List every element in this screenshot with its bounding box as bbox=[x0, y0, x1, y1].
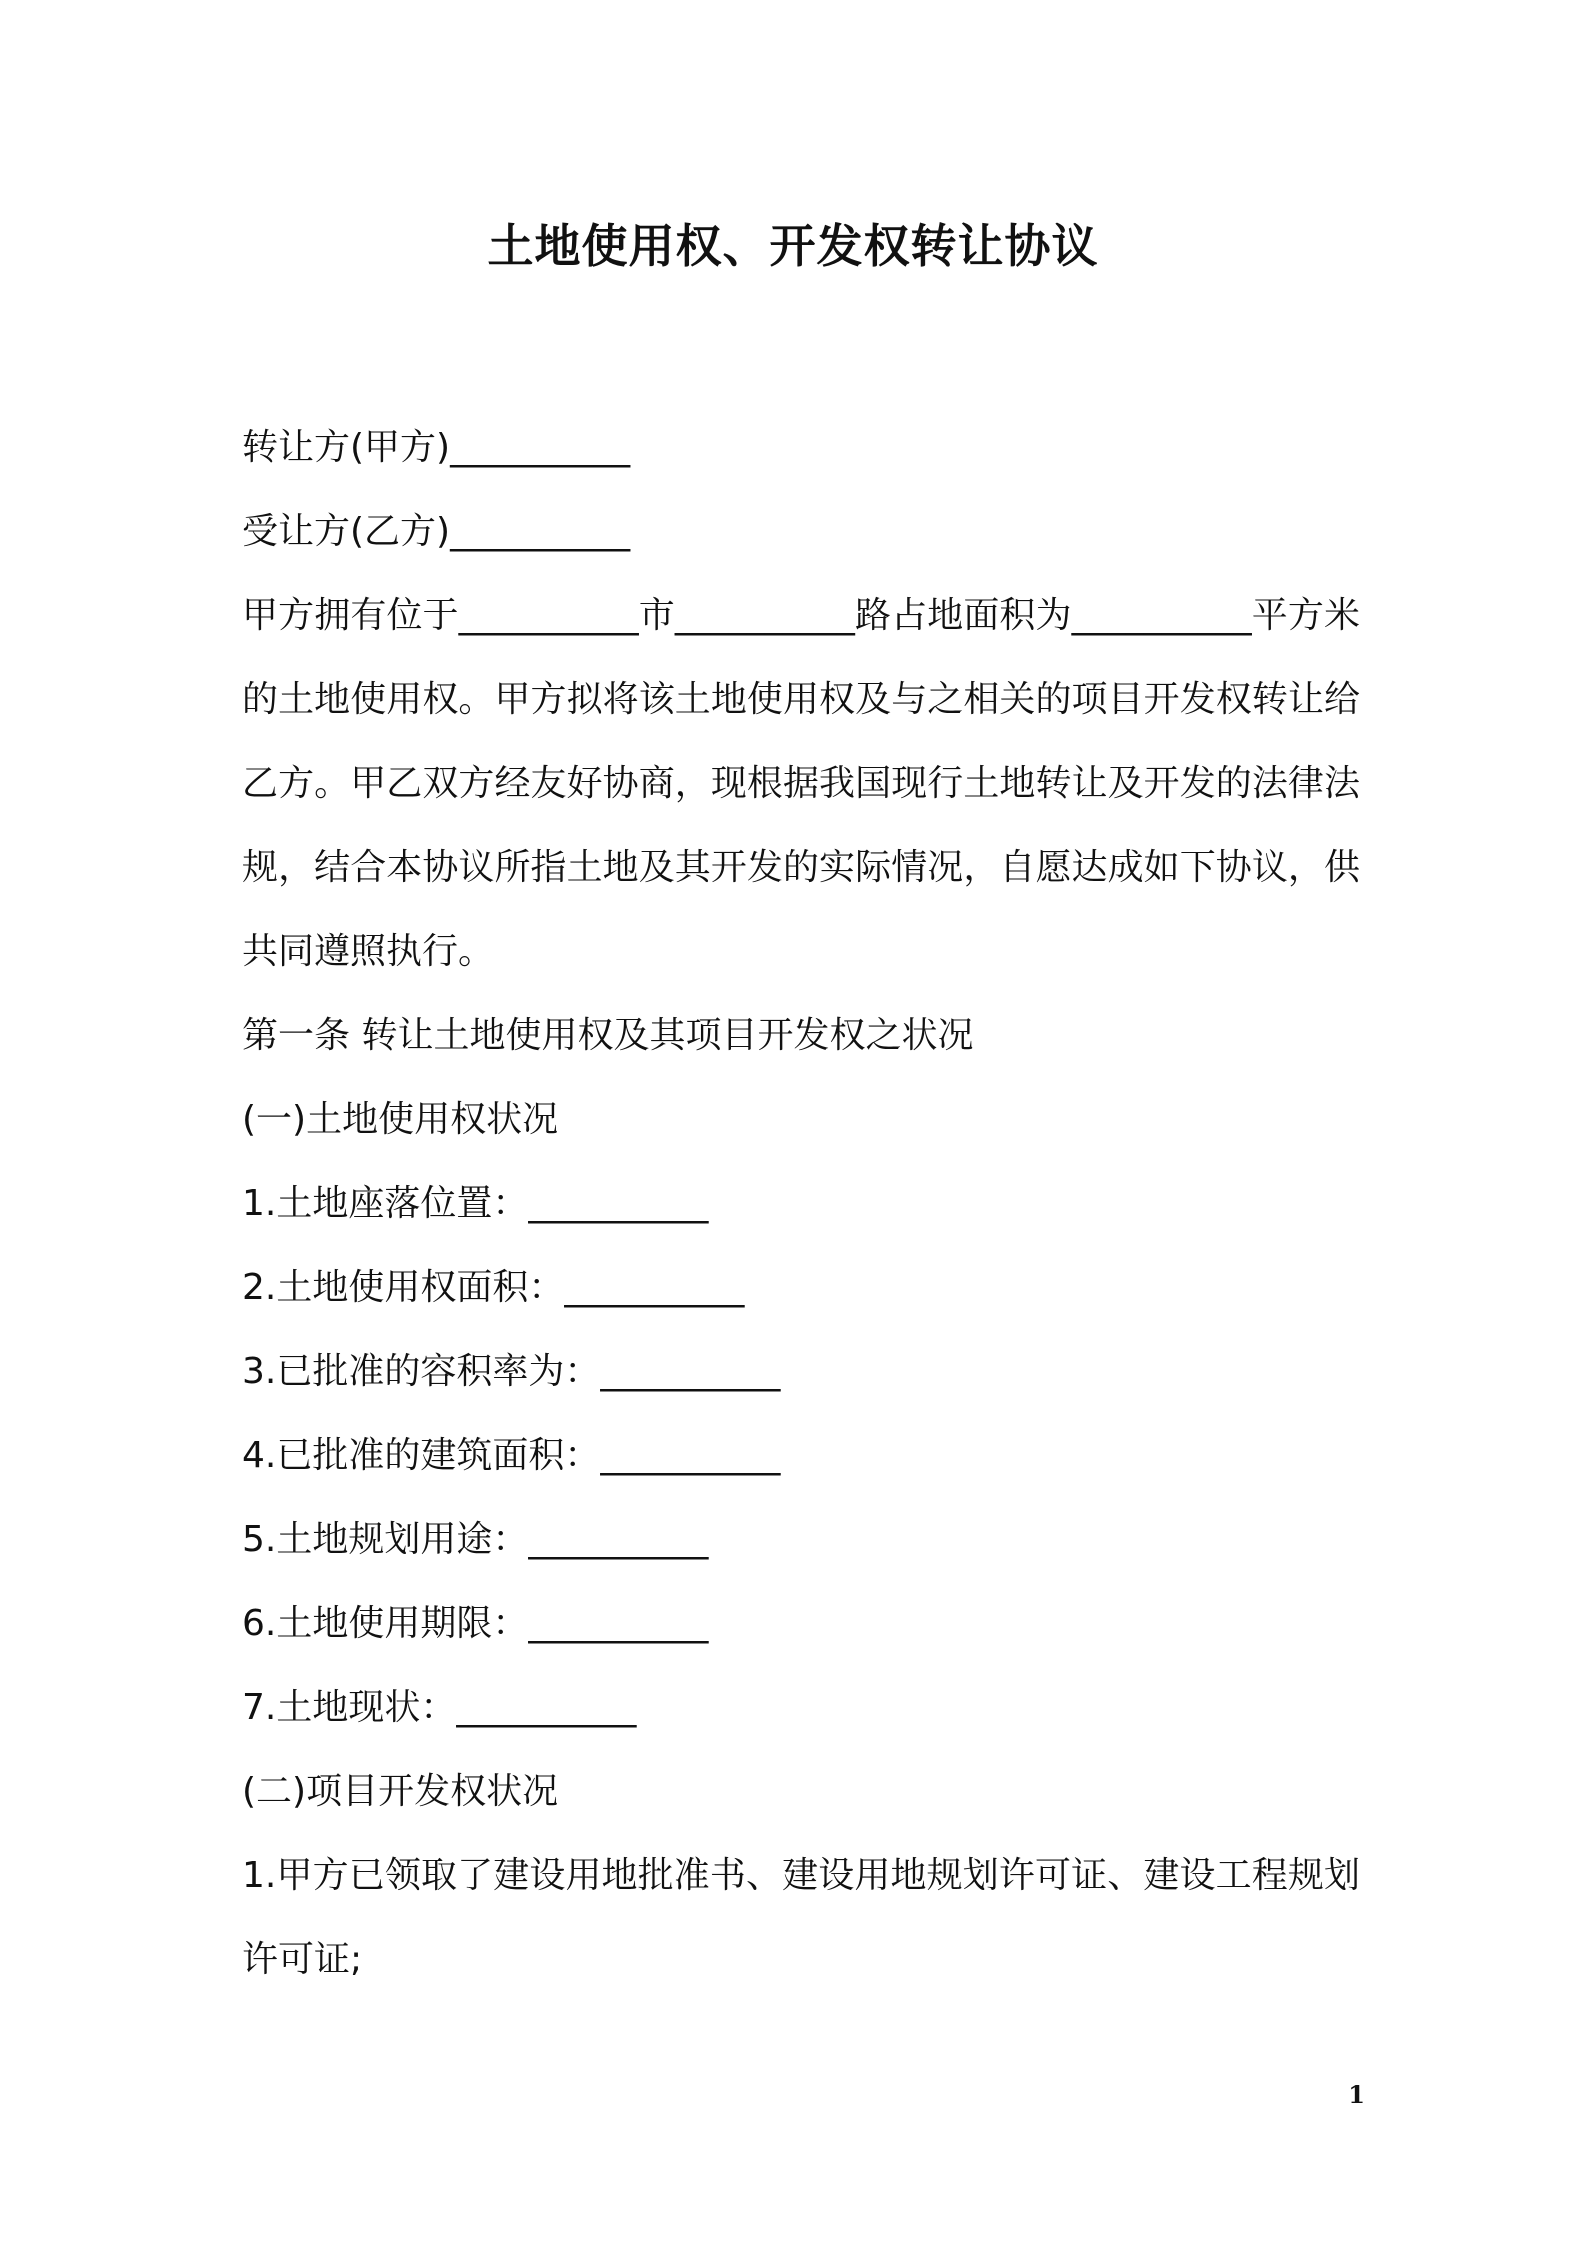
building-area-item: 4.已批准的建筑面积：__________ bbox=[242, 1435, 781, 1476]
document-title: 土地使用权、开发权转让协议 bbox=[487, 219, 1099, 273]
intro-paragraph: 甲方拥有位于__________市__________路占地面积为__________平方米的土地使用权。甲方拟将该土地使用权及与之相关的项目开发权转让给乙方。甲乙双方经友好协商，现根据我国现行土地转让及开发的法律法规，结合本协议所指土地及其开发的实际情况，自愿达成如下协议，供共同遵照执行。 bbox=[242, 595, 1360, 972]
land-use-item: 5.土地规划用途：__________ bbox=[242, 1519, 709, 1560]
document-body bbox=[242, 406, 1360, 2002]
plot-ratio-item: 3.已批准的容积率为：__________ bbox=[242, 1351, 781, 1392]
page-number: 1 bbox=[1348, 2080, 1365, 2109]
permits-item: 1.甲方已领取了建设用地批准书、建设用地规划许可证、建设工程规划许可证; bbox=[242, 1855, 1360, 1980]
land-status-item: 7.土地现状：__________ bbox=[242, 1687, 637, 1728]
section-2-heading: (二)项目开发权状况 bbox=[242, 1771, 559, 1812]
transferor-line: 转让方(甲方)__________ bbox=[242, 427, 631, 468]
land-location-item: 1.土地座落位置：__________ bbox=[242, 1183, 709, 1224]
transferee-line: 受让方(乙方)__________ bbox=[242, 511, 631, 552]
article-1-heading: 第一条 转让土地使用权及其项目开发权之状况 bbox=[242, 1015, 974, 1056]
land-area-item: 2.土地使用权面积：__________ bbox=[242, 1267, 745, 1308]
land-term-item: 6.土地使用期限：__________ bbox=[242, 1603, 709, 1644]
section-1-heading: (一)土地使用权状况 bbox=[242, 1099, 559, 1140]
